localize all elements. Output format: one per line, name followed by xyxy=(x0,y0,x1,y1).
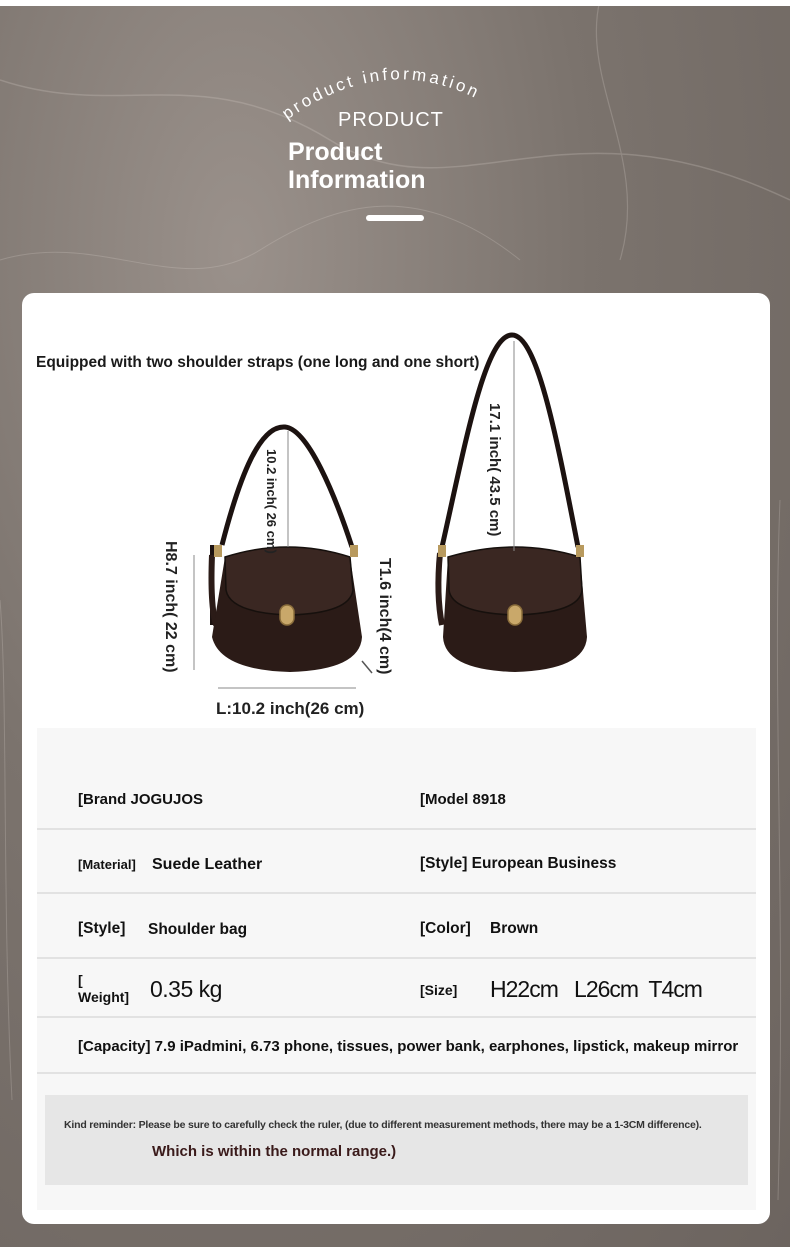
row-divider xyxy=(37,892,756,894)
spec-weight-label-2: Weight] xyxy=(78,989,130,1005)
spec-style-business: [Style] European Business xyxy=(420,855,617,872)
spec-style-label: [Style] xyxy=(78,920,126,937)
spec-weight-value: 0.35 kg xyxy=(150,976,222,1002)
row-divider xyxy=(37,1016,756,1018)
spec-weight-label-1: [ xyxy=(78,972,83,988)
spec-style-value: Shoulder bag xyxy=(148,921,248,938)
reminder-box xyxy=(45,1095,748,1185)
long-strap-bag xyxy=(438,335,587,672)
short-strap-bag xyxy=(212,427,363,672)
spec-material-label: [Material] xyxy=(78,857,136,872)
arc-subtitle-text: product information xyxy=(278,64,484,124)
spec-material-value: Suede Leather xyxy=(152,856,263,873)
bottom-border xyxy=(0,1247,790,1255)
straps-note: Equipped with two shoulder straps (one long and one short) xyxy=(36,354,480,371)
spec-color-value: Brown xyxy=(490,920,539,937)
spec-color-label: [Color] xyxy=(420,920,471,937)
spec-brand: [Brand JOGUJOS xyxy=(78,791,204,808)
page-title-line2: Information xyxy=(288,166,426,194)
row-divider xyxy=(37,957,756,959)
spec-weight-label xyxy=(78,972,129,1006)
thickness-dimension: T1.6 inch(4 cm) xyxy=(376,558,393,675)
header-product: PRODUCT xyxy=(338,109,444,131)
spec-size-label: [Size] xyxy=(420,982,458,998)
reminder-line-2: Which is within the normal range.) xyxy=(152,1143,397,1160)
spec-capacity: [Capacity] 7.9 iPadmini, 6.73 phone, tissues, power bank, earphones, lipstick, makeup mirror xyxy=(78,1038,739,1055)
short-strap-dimension: 10.2 inch( 26 cm) xyxy=(264,449,279,554)
long-strap-dimension: 17.1 inch( 43.5 cm) xyxy=(486,403,503,537)
height-dimension: H8.7 inch( 22 cm) xyxy=(162,541,179,673)
spec-model: [Model 8918 xyxy=(420,791,506,808)
length-dimension: L:10.2 inch(26 cm) xyxy=(216,699,365,718)
top-border xyxy=(0,0,790,6)
page-title-line1: Product xyxy=(288,138,383,166)
page-title xyxy=(288,138,508,194)
reminder-line-1: Kind reminder: Please be sure to carefully check the ruler, (due to different measurement methods, there may be a 1-3CM difference). xyxy=(64,1119,702,1131)
row-divider xyxy=(37,828,756,830)
bag-dimension-illustration xyxy=(150,325,610,725)
header-underline xyxy=(366,215,424,221)
row-divider xyxy=(37,1072,756,1074)
spec-size-value: H22cm L26cm T4cm xyxy=(490,976,702,1002)
